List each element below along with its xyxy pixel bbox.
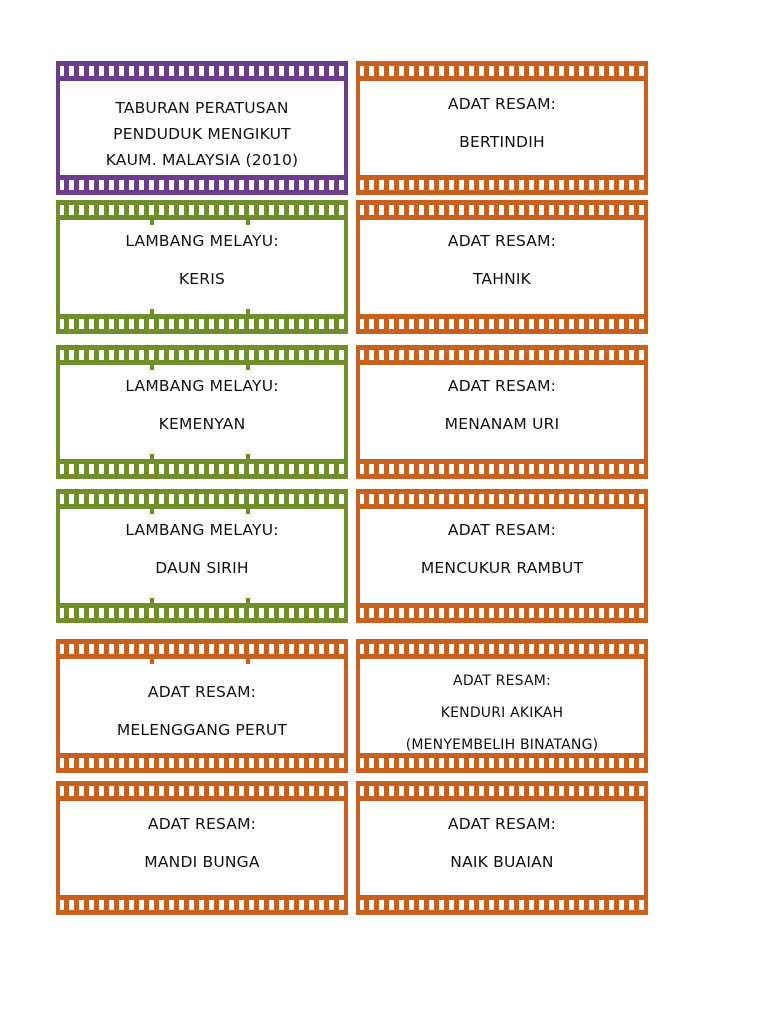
label-card-tahnik [356,200,648,334]
card-value: KENDURI AKIKAH [440,705,564,721]
film-strip-bottom [60,753,344,773]
card-heading: ADAT RESAM: [447,521,557,539]
film-strip-top [60,489,344,509]
label-card-taburan-peratusan [56,61,348,195]
film-strip-top [60,781,344,801]
card-line: PENDUDUK MENGIKUT [113,125,291,143]
label-card-kemenyan [56,345,348,479]
label-card-kenduri-akikah [356,639,648,773]
film-strip-bottom [360,175,644,195]
card-value: KERIS [178,270,226,288]
card-heading: ADAT RESAM: [447,95,557,113]
film-strip-top [60,639,344,659]
card-heading: ADAT RESAM: [447,377,557,395]
card-line: KAUM. MALAYSIA (2010) [105,151,299,169]
card-value: KEMENYAN [158,415,246,433]
label-card-keris [56,200,348,334]
film-strip-top [360,781,644,801]
card-line: TABURAN PERATUSAN [115,99,289,117]
label-card-bertindih [356,61,648,195]
card-value: BERTINDIH [459,133,545,151]
film-strip-top [60,61,344,81]
film-strip-top [360,345,644,365]
film-strip-bottom [360,895,644,915]
film-strip-top [360,639,644,659]
card-heading: ADAT RESAM: [147,683,257,701]
card-value-note: (MENYEMBELIH BINATANG) [405,737,599,753]
film-strip-top [360,200,644,220]
film-strip-bottom [60,603,344,623]
label-card-daun-sirih [56,489,348,623]
film-strip-bottom [60,314,344,334]
card-value: NAIK BUAIAN [450,853,554,871]
card-value: MENCUKUR RAMBUT [420,559,584,577]
card-heading: ADAT RESAM: [447,232,557,250]
film-strip-bottom [60,895,344,915]
card-value: MENANAM URI [444,415,560,433]
label-card-menanam-uri [356,345,648,479]
label-card-mandi-bunga [56,781,348,915]
card-value: MELENGGANG PERUT [116,721,288,739]
film-strip-bottom [360,459,644,479]
film-strip-bottom [60,175,344,195]
card-value: DAUN SIRIH [155,559,249,577]
film-strip-bottom [60,459,344,479]
card-heading: LAMBANG MELAYU: [125,232,279,250]
film-strip-top [360,61,644,81]
film-strip-bottom [360,603,644,623]
film-strip-top [60,345,344,365]
label-card-melenggang-perut [56,639,348,773]
label-card-mencukur-rambut [356,489,648,623]
film-strip-top [60,200,344,220]
label-card-naik-buaian [356,781,648,915]
card-heading: ADAT RESAM: [453,673,551,689]
film-strip-top [360,489,644,509]
card-heading: LAMBANG MELAYU: [125,521,279,539]
card-heading: ADAT RESAM: [447,815,557,833]
film-strip-bottom [360,314,644,334]
card-heading: LAMBANG MELAYU: [125,377,279,395]
card-value: TAHNIK [472,270,532,288]
card-value: MANDI BUNGA [144,853,260,871]
card-heading: ADAT RESAM: [147,815,257,833]
